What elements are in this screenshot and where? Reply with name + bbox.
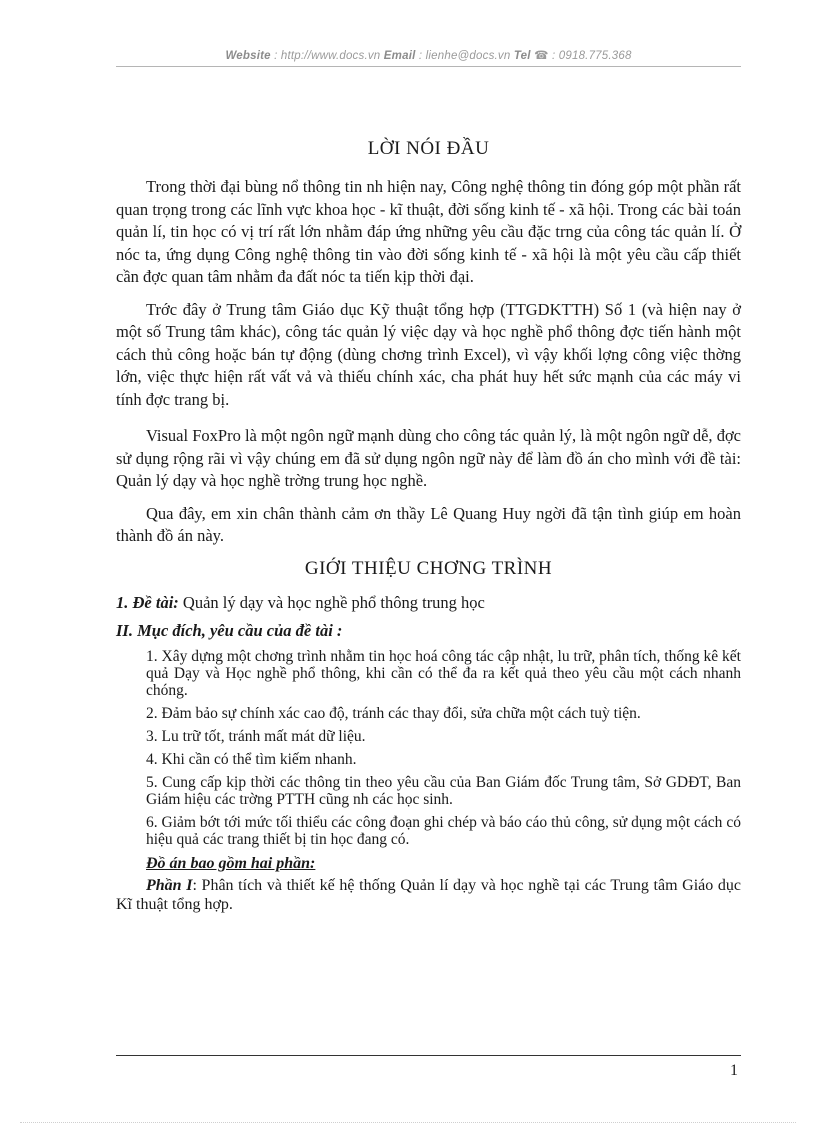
goals-heading: [116, 620, 741, 642]
topic-text: Quản lý dạy và học nghề phổ thông trung học: [178, 592, 485, 612]
thanks-paragraph: Qua đây, em xin chân thành cảm ơn thầy Lê Quang Huy ngời đã tận tình giúp em hoàn thành đồ án này.: [116, 503, 741, 545]
goal-item: 3. Lu trữ tốt, tránh mất mát dữ liệu.: [146, 727, 366, 745]
goals-label: II. Mục đích, yêu cầu của đề tài :: [116, 620, 343, 640]
goal-item: 5. Cung cấp kịp thời các thông tin theo yêu cầu của Ban Giám đốc Trung tâm, Sở GDĐT, Ban Giám hiệu các trờng PTTH cũng nh các học sinh.: [146, 773, 741, 808]
intro-paragraph: Visual FoxPro là một ngôn ngữ mạnh dùng cho công tác quản lý, là một ngôn ngữ dễ, đợc sử dụng rộng rãi vì vậy chúng em đã sử dụng ngôn ngữ này để làm đồ án cho mình với đề tài: Quản lý dạy và học nghề trờng trung học nghề.: [116, 426, 741, 490]
website-value: : http://www.docs.vn: [270, 50, 384, 62]
topic-line: [116, 592, 741, 614]
email-value: : lienhe@docs.vn: [415, 50, 514, 62]
phone-icon: ☎: [534, 50, 549, 62]
part-one-label: Phần I: [146, 876, 193, 894]
website-label: Website: [225, 50, 271, 62]
goals-list: [116, 648, 741, 848]
document-body: [116, 138, 741, 914]
parts-title: Đồ án bao gồm hai phần:: [146, 854, 316, 872]
header-divider: [116, 66, 741, 67]
page-number: 1: [730, 1062, 738, 1079]
tel-value: : 0918.775.368: [548, 50, 632, 62]
section-title: GIỚI THIỆU CHƠNG TRÌNH: [304, 557, 553, 579]
tel-label: Tel: [513, 50, 531, 62]
part-one: [116, 876, 741, 914]
page-title: LỜI NÓI ĐẦU: [367, 138, 490, 159]
goal-item: 2. Đảm bảo sự chính xác cao độ, tránh các thay đổi, sửa chữa một cách tuỳ tiện.: [146, 704, 641, 722]
email-label: Email: [383, 50, 416, 62]
page-header: [116, 48, 741, 62]
goal-item: 6. Giảm bớt tới mức tối thiểu các công đoạn ghi chép và báo cáo thủ công, sử dụng một cách có hiệu quả các trang thiết bị tin học đang có.: [146, 813, 741, 848]
intro-paragraph: Trong thời đại bùng nổ thông tin nh hiện nay, Công nghệ thông tin đóng góp một phần rất quan trọng trong các lĩnh vực khoa học - kĩ thuật, đời sống kinh tế - xã hội. Trong các bài toán quản lí, tin học có vị trí rất lớn nhằm đáp ứng những yêu cầu đặc trng của công tác quản lí. Ở nóc ta, ứng dụng Công nghệ thông tin vào đời sống kinh tế - xã hội là một yêu cầu cấp thiết cần đợc quan tâm nhằm đa đất nóc ta tiến kịp thời đại.: [116, 177, 741, 286]
footer-divider: [116, 1055, 741, 1056]
topic-label: 1. Đề tài:: [116, 592, 179, 612]
intro-paragraph: Trớc đây ở Trung tâm Giáo dục Kỹ thuật tổng hợp (TTGDKTTH) Số 1 (và hiện nay ở một số Trung tâm khác), công tác quản lý việc dạy và học nghề phổ thông đợc tiến hành một cách thủ công hoặc bán tự động (dùng chơng trình Excel), vì vậy khối lợng công việc thờng lớn, việc thực hiện rất vất vả và thiếu chính xác, cha phát huy hết sức mạnh của các máy vi tính đợc trang bị.: [116, 299, 741, 409]
part-one-text: : Phân tích và thiết kế hệ thống Quản lí dạy và học nghề tại các Trung tâm Giáo dục Kĩ thuật tổng hợp.: [116, 876, 742, 913]
goal-item: 4. Khi cần có thể tìm kiếm nhanh.: [146, 750, 357, 768]
goal-item: 1. Xây dựng một chơng trình nhằm tin học hoá công tác cập nhật, lu trữ, phân tích, thống kê kết quả Dạy và Học nghề phổ thông, khi cần có thể đa ra kết quả theo yêu cầu một cách nhanh chóng.: [146, 647, 741, 699]
